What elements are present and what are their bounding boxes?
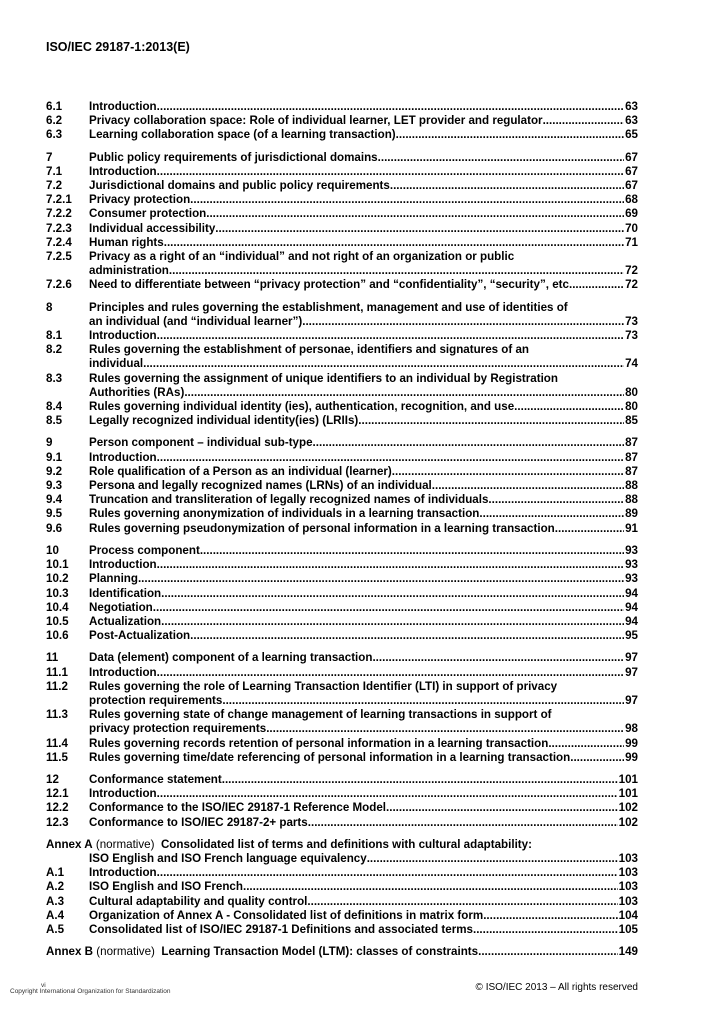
dot-leader: [206, 207, 624, 221]
toc-entry-title: Identification: [89, 586, 162, 600]
toc-entry-number: 10: [46, 543, 59, 557]
toc-entry: [46, 866, 638, 880]
dot-leader: [157, 558, 624, 572]
toc-entry-title: Person component – individual sub-type: [89, 436, 313, 450]
toc-entry-title: Public policy requirements of jurisdictional domains: [89, 150, 378, 164]
toc-entry: [46, 615, 638, 629]
toc-entry: [46, 372, 638, 386]
toc-entry-page: 80: [625, 385, 638, 399]
toc-entry-number: A.2: [46, 880, 65, 894]
toc-entry-page: 99: [625, 750, 638, 764]
toc-entry-page: 98: [625, 722, 638, 736]
toc-entry-title: Authorities (RAs): [89, 385, 185, 399]
toc-entry-page: 97: [625, 693, 638, 707]
toc-entry-number: 8: [46, 300, 53, 314]
dot-leader: [478, 945, 618, 959]
toc-entry-page: 103: [618, 894, 638, 908]
toc-entry: [46, 329, 638, 343]
toc-entry: [46, 264, 638, 278]
toc-entry-number: 7.2.3: [46, 221, 72, 235]
toc-entry: [46, 558, 638, 572]
toc-entry-title: Legally recognized individual identity(ies) (LRIIs): [89, 414, 359, 428]
toc-entry-page: 97: [625, 665, 638, 679]
toc-entry-title: Introduction: [89, 665, 157, 679]
toc-entry-number: 7.1: [46, 164, 63, 178]
toc-entry-page: 65: [625, 128, 638, 142]
toc-entry-page: 63: [625, 114, 638, 128]
table-of-contents: [46, 100, 638, 959]
toc-entry-number: 7.2.2: [46, 207, 72, 221]
toc-entry-title: Consolidated list of ISO/IEC 29187-1 Definitions and associated terms: [89, 922, 473, 936]
toc-entry-title: Rules governing individual identity (ies), authentication, recognition, and use: [89, 400, 515, 414]
toc-entry: [46, 522, 638, 536]
annex-b-title: Learning Transaction Model (LTM): classes of constraints: [161, 945, 479, 959]
toc-entry-page: 73: [625, 314, 638, 328]
dot-leader: [143, 357, 624, 371]
toc-entry: [46, 479, 638, 493]
toc-entry-number: 9.6: [46, 521, 63, 535]
toc-section-group: [46, 100, 638, 143]
toc-entry-page: 102: [618, 815, 638, 829]
toc-entry-page: 102: [618, 801, 638, 815]
toc-entry: [46, 128, 638, 142]
dot-leader: [266, 722, 624, 736]
toc-entry-title: Introduction: [89, 558, 157, 572]
toc-entry: [46, 666, 638, 680]
toc-entry-number: 9: [46, 436, 53, 450]
toc-entry: [46, 544, 638, 558]
annex-a-page: 103: [618, 851, 638, 865]
dot-leader: [488, 493, 624, 507]
toc-entry: [46, 301, 638, 315]
annex-b-page: 149: [618, 945, 638, 959]
toc-entry-page: 74: [625, 357, 638, 371]
toc-entry-title: Rules governing pseudonymization of personal information in a learning transaction: [89, 521, 555, 535]
toc-entry-number: 10.3: [46, 586, 69, 600]
toc-entry-number: 8.5: [46, 414, 63, 428]
toc-entry-number: 7: [46, 150, 53, 164]
toc-entry: [46, 507, 638, 521]
toc-entry: [46, 651, 638, 665]
toc-entry-page: 88: [625, 493, 638, 507]
toc-entry-number: A.3: [46, 894, 65, 908]
dot-leader: [570, 751, 624, 765]
toc-entry-number: 11.1: [46, 665, 68, 679]
toc-entry: [46, 357, 638, 371]
toc-entry-number: 7.2.4: [46, 235, 72, 249]
toc-entry: [46, 909, 638, 923]
toc-entry-page: 101: [618, 772, 638, 786]
annex-b-heading: [46, 945, 638, 959]
toc-entry: [46, 207, 638, 221]
toc-entry-page: 85: [625, 414, 638, 428]
toc-entry: [46, 100, 638, 114]
toc-entry-title: Introduction: [89, 329, 157, 343]
dot-leader: [313, 436, 625, 450]
document-id-header: ISO/IEC 29187-1:2013(E): [46, 40, 190, 54]
dot-leader: [378, 151, 624, 165]
toc-entry-title: individual: [89, 357, 144, 371]
annex-a-heading: [46, 838, 638, 852]
toc-entry-number: 9.1: [46, 450, 63, 464]
toc-entry: [46, 114, 638, 128]
toc-entry-number: 7.2.5: [46, 250, 72, 264]
dot-leader: [367, 852, 618, 866]
toc-entry-number: 12.3: [46, 815, 69, 829]
dot-leader: [483, 909, 617, 923]
toc-entry-page: 87: [625, 464, 638, 478]
dot-leader: [473, 923, 618, 937]
toc-entry-title: an individual (and “individual learner”): [89, 314, 303, 328]
toc-entry: [46, 773, 638, 787]
dot-leader: [358, 414, 624, 428]
toc-entry-title: Rules governing the assignment of unique identifiers to an individual by Registration: [89, 371, 558, 385]
toc-entry: [46, 278, 638, 292]
toc-entry-title: Persona and legally recognized names (LRNs) of an individual: [89, 479, 432, 493]
toc-entry-page: 103: [618, 866, 638, 880]
dot-leader: [479, 507, 624, 521]
toc-entry-page: 93: [625, 558, 638, 572]
toc-entry-title: Process component: [89, 543, 200, 557]
dot-leader: [396, 128, 624, 142]
dot-leader: [392, 465, 624, 479]
toc-entry-number: 6.1: [46, 100, 63, 113]
toc-entry-title: Cultural adaptability and quality control: [89, 894, 308, 908]
toc-entry-number: A.4: [46, 908, 65, 922]
toc-section-group: [46, 301, 638, 429]
toc-entry: [46, 193, 638, 207]
toc-annex-b: [46, 945, 638, 959]
toc-entry-number: 12.1: [46, 787, 69, 801]
dot-leader: [307, 895, 617, 909]
toc-entry: [46, 414, 638, 428]
toc-entry-number: 6.3: [46, 128, 63, 142]
toc-entry-title: Role qualification of a Person as an individual (learner): [89, 464, 392, 478]
toc-entry-number: 7.2.6: [46, 278, 72, 292]
toc-entry: [46, 436, 638, 450]
toc-entry-title: Consumer protection: [89, 207, 207, 221]
toc-entry-number: 12.2: [46, 801, 69, 815]
toc-entry-page: 87: [625, 436, 638, 450]
toc-entry-number: 6.2: [46, 114, 63, 128]
toc-entry-number: 8.2: [46, 343, 63, 357]
dot-leader: [543, 114, 625, 128]
toc-entry-page: 91: [625, 521, 638, 535]
toc-entry: [46, 151, 638, 165]
toc-entry-number: 10.2: [46, 572, 69, 586]
toc-entry-number: 9.3: [46, 479, 63, 493]
dot-leader: [372, 651, 624, 665]
toc-section-group: [46, 544, 638, 643]
toc-entry: [46, 343, 638, 357]
dot-leader: [157, 329, 624, 343]
toc-entry-number: 11.3: [46, 708, 68, 722]
toc-entry: [46, 587, 638, 601]
toc-section-group: [46, 651, 638, 765]
toc-entry-number: 8.1: [46, 329, 63, 343]
toc-entry-page: 99: [625, 736, 638, 750]
toc-entry: [46, 250, 638, 264]
dot-leader: [572, 278, 624, 292]
toc-entry-title: Introduction: [89, 100, 157, 113]
toc-entry-title: Rules governing the establishment of personae, identifiers and signatures of an: [89, 343, 530, 357]
toc-entry: [46, 787, 638, 801]
toc-entry-page: 95: [625, 629, 638, 643]
toc-entry-page: 101: [618, 787, 638, 801]
toc-entry-page: 69: [625, 207, 638, 221]
toc-entry-title: Conformance statement: [89, 772, 222, 786]
dot-leader: [308, 816, 618, 830]
dot-leader: [514, 400, 624, 414]
toc-entry-page: 67: [625, 164, 638, 178]
toc-entry-title: Rules governing the role of Learning Transaction Identifier (LTI) in support of privacy: [89, 679, 558, 693]
toc-entry: [46, 572, 638, 586]
toc-entry: [46, 737, 638, 751]
toc-entry-number: 10.1: [46, 558, 69, 572]
dot-leader: [190, 193, 624, 207]
toc-entry-page: 71: [625, 235, 638, 249]
toc-entry: [46, 751, 638, 765]
toc-entry-page: 70: [625, 221, 638, 235]
page-number: vi: [41, 982, 46, 989]
toc-entry-number: 9.2: [46, 464, 63, 478]
toc-entry: [46, 236, 638, 250]
toc-entry-title: Rules governing time/date referencing of personal information in a learning transaction: [89, 750, 571, 764]
toc-entry-title: Data (element) component of a learning transaction: [89, 651, 373, 665]
dot-leader: [184, 386, 624, 400]
toc-entry: [46, 179, 638, 193]
toc-entry-page: 94: [625, 586, 638, 600]
toc-entry: [46, 722, 638, 736]
toc-entry-page: 80: [625, 400, 638, 414]
toc-entry-page: 105: [618, 922, 638, 936]
toc-entry-number: 11.2: [46, 679, 68, 693]
toc-entry: [46, 315, 638, 329]
toc-entry-title: Planning: [89, 572, 138, 586]
toc-entry-number: A.1: [46, 866, 65, 880]
toc-entry: [46, 801, 638, 815]
toc-entry-page: 88: [625, 479, 638, 493]
toc-entry-title: Conformance to ISO/IEC 29187-2+ parts: [89, 815, 308, 829]
dot-leader: [157, 100, 624, 114]
toc-entry-number: 11.5: [46, 750, 68, 764]
toc-entry-number: 10.5: [46, 614, 69, 628]
toc-entry-page: 89: [625, 507, 638, 521]
toc-entry-number: 8.3: [46, 371, 63, 385]
toc-entry-page: 97: [625, 651, 638, 665]
toc-entry-title: Learning collaboration space (of a learning transaction): [89, 128, 396, 142]
toc-entry: [46, 895, 638, 909]
toc-entry-page: 68: [625, 193, 638, 207]
dot-leader: [157, 165, 624, 179]
toc-section-group: [46, 773, 638, 830]
copyright-notice-right: © ISO/IEC 2013 – All rights reserved: [475, 982, 638, 993]
toc-entry: [46, 694, 638, 708]
toc-entry-title: Rules governing state of change management of learning transactions in support of: [89, 708, 552, 722]
annex-b-type: (normative): [96, 945, 155, 959]
toc-entry-page: 103: [618, 880, 638, 894]
toc-entry-title: Conformance to the ISO/IEC 29187-1 Reference Model: [89, 801, 387, 815]
toc-entry: [46, 629, 638, 643]
annex-a-title-line1: Consolidated list of terms and definitions with cultural adaptability:: [160, 837, 532, 851]
toc-annex-a: [46, 838, 638, 937]
toc-entry-title: Introduction: [89, 450, 157, 464]
toc-entry-page: 93: [625, 572, 638, 586]
dot-leader: [432, 479, 624, 493]
toc-entry-page: 67: [625, 150, 638, 164]
toc-entry-number: 11.4: [46, 736, 68, 750]
dot-leader: [555, 522, 624, 536]
toc-entry: [46, 400, 638, 414]
toc-entry-page: 94: [625, 600, 638, 614]
toc-entry-number: 10.6: [46, 629, 69, 643]
toc-entry-title: Rules governing anonymization of individuals in a learning transaction: [89, 507, 480, 521]
dot-leader: [386, 801, 618, 815]
toc-entry-page: 72: [625, 264, 638, 278]
toc-section-group: [46, 151, 638, 293]
toc-entry-title: administration: [89, 264, 169, 278]
toc-entry-number: 9.4: [46, 493, 63, 507]
toc-entry-page: 72: [625, 278, 638, 292]
toc-entry-title: Individual accessibility: [89, 221, 216, 235]
toc-entry-number: A.5: [46, 922, 65, 936]
toc-entry-page: 73: [625, 329, 638, 343]
toc-entry: [46, 493, 638, 507]
dot-leader: [161, 615, 624, 629]
toc-entry: [46, 222, 638, 236]
page-footer: [0, 982, 724, 998]
toc-entry-number: 8.4: [46, 400, 63, 414]
toc-entry-title: Human rights: [89, 235, 164, 249]
dot-leader: [548, 737, 624, 751]
toc-entry-page: 94: [625, 614, 638, 628]
toc-entry-number: 7.2.1: [46, 193, 72, 207]
toc-entry-title: Introduction: [89, 866, 157, 880]
dot-leader: [169, 264, 624, 278]
toc-entry: [46, 465, 638, 479]
dot-leader: [138, 572, 624, 586]
annex-b-label: Annex B: [46, 945, 94, 959]
toc-entry: [46, 880, 638, 894]
toc-entry-title: Need to differentiate between “privacy protection” and “confidentiality”, “security”, etc.: [89, 278, 573, 292]
toc-entry: [46, 386, 638, 400]
toc-entry-number: 9.5: [46, 507, 63, 521]
dot-leader: [390, 179, 624, 193]
dot-leader: [157, 451, 624, 465]
toc-entry: [46, 923, 638, 937]
toc-entry-number: 7.2: [46, 179, 63, 193]
toc-entry: [46, 680, 638, 694]
toc-entry-page: 93: [625, 543, 638, 557]
dot-leader: [302, 315, 624, 329]
dot-leader: [190, 629, 624, 643]
toc-entry-title: Privacy as a right of an “individual” and not right of an organization or public: [89, 250, 515, 264]
toc-entry: [46, 165, 638, 179]
toc-entry-title: Actualization: [89, 614, 162, 628]
dot-leader: [222, 694, 624, 708]
toc-entry-title: privacy protection requirements: [89, 722, 267, 736]
toc-entry-title: protection requirements: [89, 693, 223, 707]
toc-entry: [46, 708, 638, 722]
toc-entry-title: Post-Actualization: [89, 629, 191, 643]
toc-entry-page: 63: [625, 100, 638, 113]
dot-leader: [153, 601, 624, 615]
toc-entry-title: ISO English and ISO French: [89, 880, 243, 894]
dot-leader: [157, 866, 618, 880]
annex-a-heading-cont: [46, 852, 638, 866]
toc-entry-title: Introduction: [89, 164, 157, 178]
toc-entry: [46, 451, 638, 465]
dot-leader: [161, 587, 624, 601]
annex-a-title-line2: ISO English and ISO French language equivalency: [89, 851, 367, 865]
toc-entry-page: 104: [618, 908, 638, 922]
toc-entry-page: 67: [625, 179, 638, 193]
dot-leader: [200, 544, 624, 558]
toc-entry-title: Rules governing records retention of personal information in a learning transaction: [89, 736, 549, 750]
toc-entry-title: Jurisdictional domains and public policy requirements: [89, 179, 390, 193]
dot-leader: [157, 787, 618, 801]
toc-entry: [46, 816, 638, 830]
toc-entry-title: Organization of Annex A - Consolidated list of definitions in matrix form: [89, 908, 484, 922]
toc-entry-title: Privacy protection: [89, 193, 191, 207]
toc-entry-title: Privacy collaboration space: Role of individual learner, LET provider and regulator: [89, 114, 543, 128]
toc-entry: [46, 601, 638, 615]
copyright-notice-left: Copyright International Organization for Standardization: [10, 988, 171, 995]
dot-leader: [222, 773, 618, 787]
toc-entry-number: 10.4: [46, 600, 69, 614]
annex-a-label: Annex A: [46, 837, 93, 851]
toc-entry-title: Principles and rules governing the establishment, management and use of identities of: [89, 300, 568, 314]
toc-entry-title: Truncation and transliteration of legally recognized names of individuals: [89, 493, 489, 507]
dot-leader: [215, 222, 624, 236]
dot-leader: [164, 236, 624, 250]
toc-entry-number: 11: [46, 651, 59, 665]
dot-leader: [157, 666, 624, 680]
toc-entry-number: 12: [46, 772, 59, 786]
dot-leader: [243, 880, 618, 894]
toc-entry-title: Negotiation: [89, 600, 153, 614]
toc-entry-title: Introduction: [89, 787, 157, 801]
toc-entry-page: 87: [625, 450, 638, 464]
toc-section-group: [46, 436, 638, 535]
annex-a-type: (normative): [95, 837, 155, 851]
